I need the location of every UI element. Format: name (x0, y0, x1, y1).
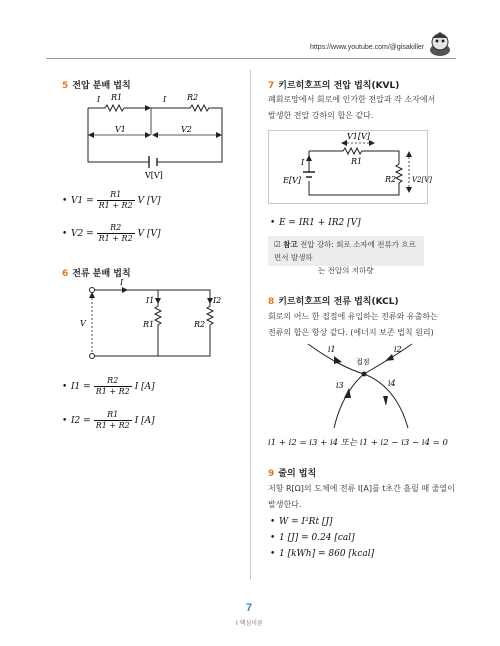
formula-rhs: V [V] (137, 196, 161, 206)
formula-line: • 1 [kWh] = 860 [kcal] (270, 549, 375, 559)
section-heading: 줄의 법칙 (278, 469, 317, 479)
denominator: R1 + R2 (98, 234, 133, 243)
formula-i1: • I1 = $\frac{R2}{R1 + R2}$ I [A] (62, 376, 155, 396)
formula-lhs: V2 = (71, 229, 94, 239)
denominator: R1 + R2 (98, 201, 133, 210)
section-9-body (268, 481, 455, 513)
kvl-formula: • E = IR1 + IR2 [V] (270, 218, 361, 228)
numerator: R1 (97, 190, 135, 201)
section-8-title (268, 294, 399, 307)
numerator: R1 (94, 410, 132, 421)
current-label: I (97, 95, 101, 104)
body-line: 회로의 어느 한 접점에 유입하는 전류와 유출하는 (268, 312, 438, 321)
fraction (97, 190, 135, 211)
r1-label: R1 (111, 93, 123, 102)
joule-formula (270, 514, 374, 562)
note-box (268, 236, 424, 275)
section-number: 5 (62, 81, 69, 91)
formula-text: W = I²Rt [J] (279, 517, 333, 527)
v1-label: V1 (115, 125, 126, 134)
r2-label: R2 (187, 93, 199, 102)
section-heading: 전압 분배 법칙 (72, 81, 131, 91)
formula-lhs: V1 = (71, 196, 94, 206)
body-line: 발생한다. (268, 500, 302, 509)
formula-i2: • I2 = $\frac{R1}{R1 + R2}$ I [A] (62, 410, 155, 430)
v1-label: V1[V] (347, 132, 370, 141)
note-text: 는 전압의 저하량 (318, 266, 374, 275)
header-url[interactable]: https://www.youtube.com/@gisakiller (310, 44, 425, 51)
fraction (94, 410, 132, 431)
source-voltage-label: V[V] (145, 171, 163, 180)
note-check-icon: ☑ (274, 240, 281, 249)
v2-label: V2 (181, 125, 192, 134)
node-label: 접점 (356, 358, 370, 366)
formula-lhs: I1 = (71, 382, 91, 392)
current-label: I (120, 278, 124, 287)
fraction (94, 376, 132, 397)
r2-label: R2 (194, 320, 206, 329)
footer-label: I 핵심이론 (236, 620, 263, 627)
r1-label: R1 (351, 157, 363, 166)
emf-label: E[V] (283, 176, 301, 185)
section-9-title (268, 466, 316, 479)
section-number: 6 (62, 269, 69, 279)
i3-label: i3 (336, 381, 344, 390)
formula-text: 1 [J] = 0.24 [cal] (279, 533, 355, 543)
i2-label: i2 (394, 345, 402, 354)
i1-label: i1 (328, 345, 336, 354)
body-line: 폐회로망에서 회로에 인가한 전압과 각 소자에서 (268, 95, 436, 104)
note-line (274, 264, 418, 277)
denominator: R1 + R2 (95, 387, 130, 396)
note-label: 참고 (283, 240, 298, 249)
voltage-divider-circuit (75, 90, 235, 182)
section-7-title (268, 78, 399, 91)
kcl-formula: i1 + i2 = i3 + i4 또는 i1 + i2 − i3 − i4 = 0 (268, 438, 448, 448)
formula-rhs: I [A] (134, 382, 155, 392)
section-number: 7 (268, 81, 275, 91)
note-text: 전압 강하: 회로 소자에 전류가 흐르면서 발생하 (274, 240, 416, 262)
formula-text: 1 [kWh] = 860 [kcal] (279, 549, 375, 559)
header-rule (46, 58, 456, 59)
section-8-body (268, 309, 438, 341)
body-line: 전류의 합은 항상 같다. (에너지 보존 법칙 원리) (268, 328, 434, 337)
section-heading: 키르히호프의 전압 법칙(KVL) (278, 81, 400, 91)
i4-label: i4 (388, 379, 396, 388)
formula-rhs: I [A] (134, 416, 155, 426)
fraction (97, 223, 135, 244)
current-label: I (301, 158, 305, 167)
i2-label: I2 (213, 296, 222, 305)
numerator: R2 (94, 376, 132, 387)
section-7-body (268, 92, 435, 124)
current-label: I (163, 95, 167, 104)
formula-text: E = IR1 + IR2 [V] (279, 218, 361, 228)
section-number: 9 (268, 469, 275, 479)
current-divider-circuit (80, 280, 230, 364)
kvl-diagram-box (268, 130, 433, 204)
formula-line: • 1 [J] = 0.24 [cal] (270, 533, 355, 543)
formula-v2: • V2 = $\frac{R2}{R1 + R2}$ V [V] (62, 223, 161, 243)
i1-label: I1 (146, 296, 155, 305)
formula-lhs: I2 = (71, 416, 91, 426)
kcl-diagram (300, 340, 420, 430)
formula-line: • W = I²Rt [J] (270, 517, 333, 527)
column-divider (250, 70, 251, 580)
note-line (274, 238, 418, 264)
numerator: R2 (97, 223, 135, 234)
voltage-label: V (80, 319, 86, 328)
section-number: 8 (268, 297, 275, 307)
body-line: 발생한 전압 강하의 합은 같다. (268, 111, 374, 120)
kvl-circuit (269, 131, 433, 203)
formula-rhs: V [V] (137, 229, 161, 239)
r1-label: R1 (143, 320, 155, 329)
section-heading: 전류 분배 법칙 (72, 269, 131, 279)
mascot-logo-icon (426, 30, 454, 58)
page-number: 7 (246, 602, 253, 614)
v2-label: V2[V] (412, 176, 433, 184)
formula-v1: • V1 = $\frac{R1}{R1 + R2}$ V [V] (62, 190, 161, 210)
body-line: 저항 R[Ω]의 도체에 전류 I[A]를 t초간 흘릴 때 줄열이 (268, 484, 455, 493)
section-heading: 키르히호프의 전류 법칙(KCL) (278, 297, 399, 307)
denominator: R1 + R2 (95, 421, 130, 430)
r2-label: R2 (385, 175, 397, 184)
